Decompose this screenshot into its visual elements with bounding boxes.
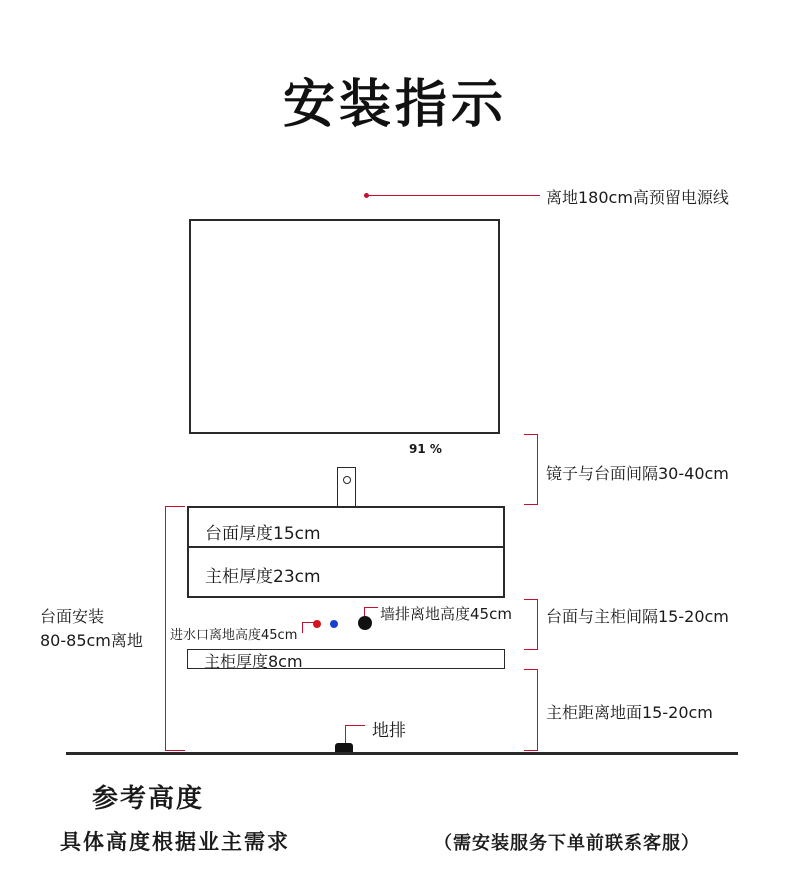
power-leader-line [368, 195, 540, 196]
hot-water-inlet-icon [313, 620, 321, 628]
custom-height-note: 具体高度根据业主需求 [60, 830, 290, 854]
cabinet-lower-label: 主柜厚度8cm [204, 652, 303, 671]
counter-height-bracket [165, 506, 185, 751]
inlet-label: 进水口离地高度45cm [170, 628, 298, 643]
percent-mark: 91 % [409, 442, 442, 456]
faucet-hole-icon [343, 476, 351, 484]
power-line-label: 离地180cm高预留电源线 [546, 188, 729, 207]
cabinet-floor-bracket [524, 669, 538, 751]
floor-drain-leader-horizontal [345, 725, 365, 726]
counter-cabinet-bracket [524, 599, 538, 650]
counter-cabinet-gap-label: 台面与主柜间隔15-20cm [546, 607, 729, 626]
reference-height-heading: 参考高度 [92, 784, 205, 814]
cabinet-upper-box [187, 546, 505, 598]
mirror-gap-label: 镜子与台面间隔30-40cm [546, 464, 729, 483]
cabinet-floor-label: 主柜距离地面15-20cm [546, 703, 713, 722]
countertop-label: 台面厚度15cm [205, 524, 321, 544]
ground-line [66, 752, 738, 755]
inlet-leader-vertical [302, 622, 303, 633]
page-title: 安装指示 [282, 75, 507, 135]
installation-service-note: （需安装服务下单前联系客服） [434, 833, 700, 854]
mirror-gap-bracket [524, 434, 538, 505]
counter-install-label-line1: 台面安装 [40, 607, 105, 626]
counter-install-label-line2: 80-85cm离地 [40, 631, 143, 650]
wall-drain-label: 墙排离地高度45cm [380, 605, 512, 623]
cabinet-upper-label: 主柜厚度23cm [205, 567, 321, 587]
faucet [337, 467, 356, 507]
mirror [189, 219, 500, 434]
cold-water-inlet-icon [330, 620, 338, 628]
countertop-box [187, 506, 505, 548]
wall-drain-leader-vertical [364, 607, 365, 616]
wall-drain-icon [358, 616, 372, 630]
floor-drain-leader-vertical [345, 725, 346, 743]
cabinet-lower-box [187, 649, 505, 669]
wall-drain-leader-horizontal [364, 607, 378, 608]
floor-drain-label: 地排 [372, 721, 406, 741]
